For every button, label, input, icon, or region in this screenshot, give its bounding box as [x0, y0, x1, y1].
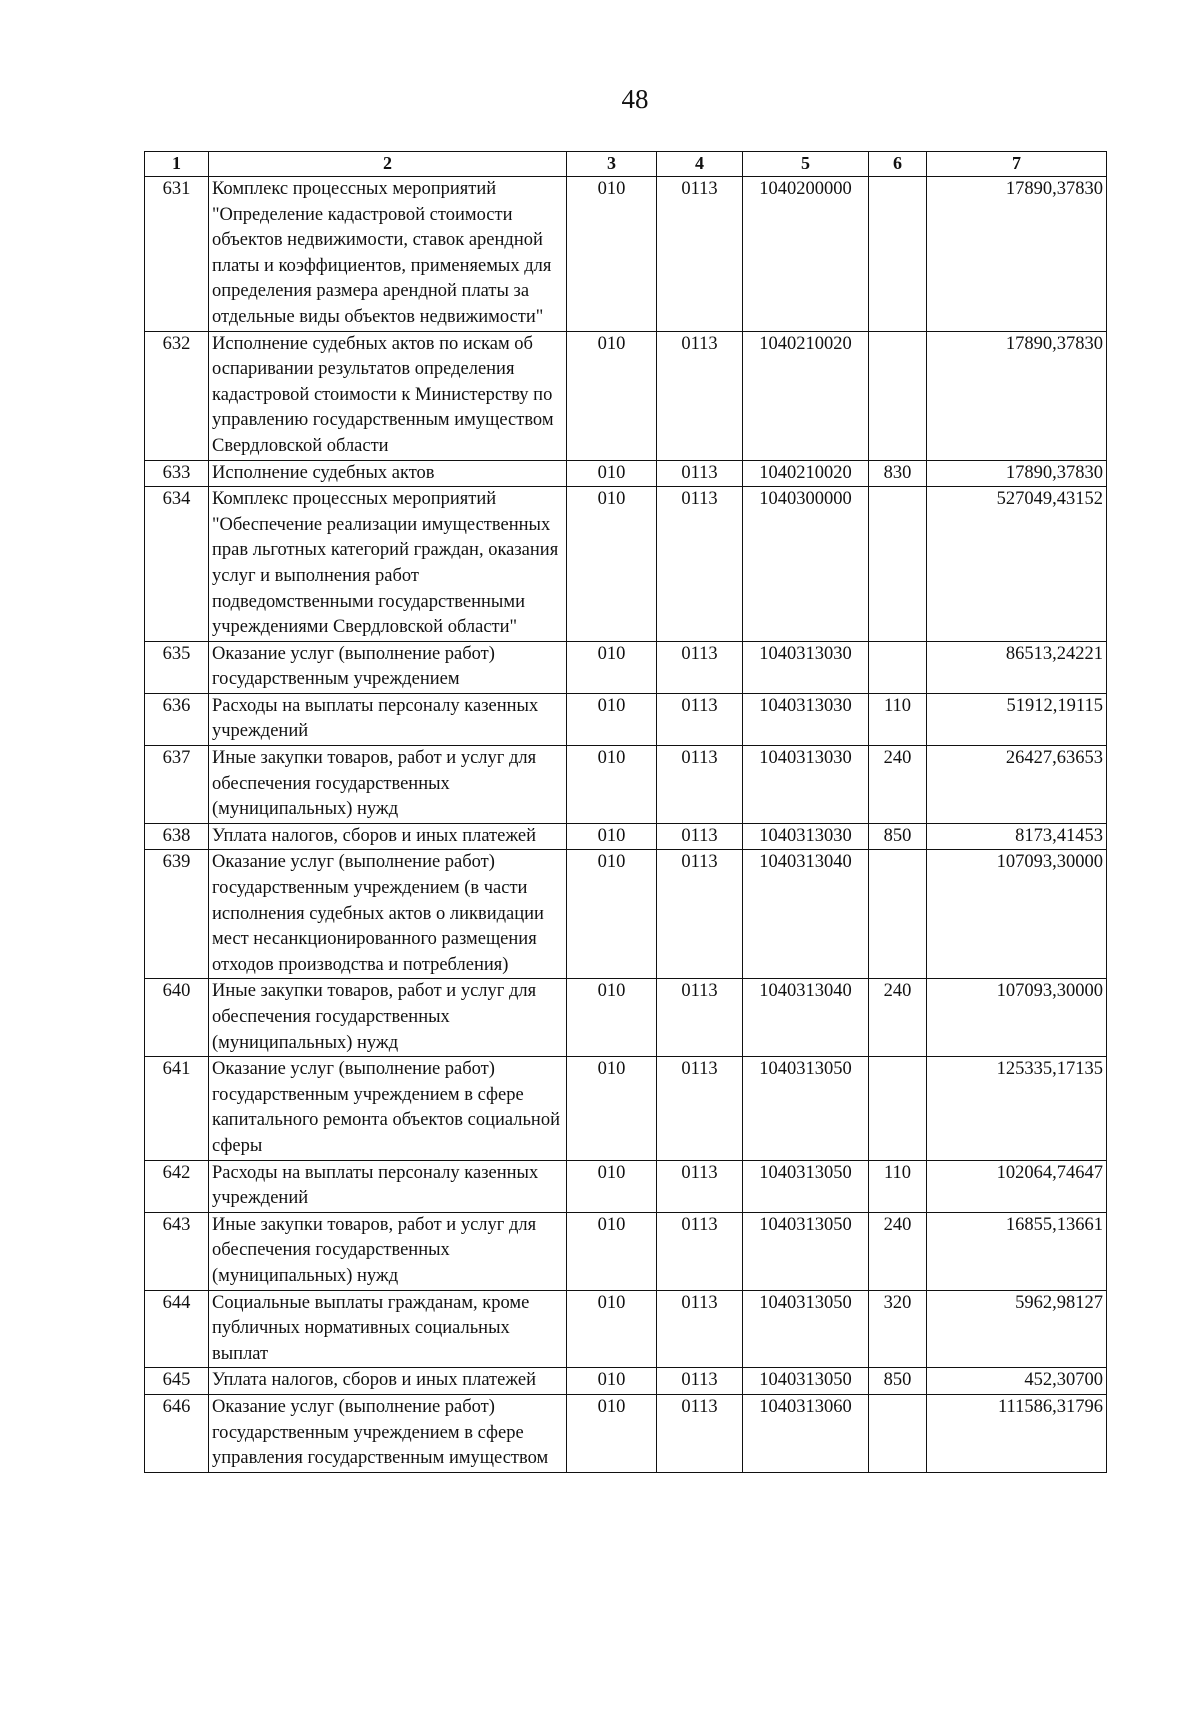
expense-type-code: 240 [869, 1212, 927, 1290]
target-article-code: 1040313030 [743, 823, 869, 850]
table-row [145, 823, 1107, 850]
row-amount: 17890,37830 [927, 177, 1107, 332]
target-article-code: 1040210020 [743, 460, 869, 487]
target-article-code: 1040313030 [743, 746, 869, 824]
table-row [145, 1368, 1107, 1395]
section-code: 0113 [657, 979, 743, 1057]
row-number: 635 [145, 641, 209, 693]
header-row [145, 152, 1107, 177]
section-code: 0113 [657, 177, 743, 332]
ministry-code: 010 [567, 641, 657, 693]
expense-type-code [869, 1057, 927, 1160]
row-number: 632 [145, 331, 209, 460]
expense-type-code [869, 1394, 927, 1472]
target-article-code: 1040313040 [743, 850, 869, 979]
table-body [145, 177, 1107, 1473]
row-description: Исполнение судебных актов [209, 460, 567, 487]
row-amount: 16855,13661 [927, 1212, 1107, 1290]
row-description: Комплекс процессных мероприятий "Определение кадастровой стоимости объектов недвижимости, ставок арендной платы и коэффициентов, применяемых для определения размера арендной платы за отдельные виды объектов недвижимости" [209, 177, 567, 332]
row-amount: 102064,74647 [927, 1160, 1107, 1212]
table-row [145, 460, 1107, 487]
ministry-code: 010 [567, 693, 657, 745]
target-article-code: 1040313050 [743, 1212, 869, 1290]
page-number: 48 [621, 84, 649, 114]
row-amount: 527049,43152 [927, 487, 1107, 642]
ministry-code: 010 [567, 487, 657, 642]
table-row [145, 177, 1107, 332]
table-row [145, 979, 1107, 1057]
ministry-code: 010 [567, 1394, 657, 1472]
table-row [145, 1290, 1107, 1368]
row-description: Оказание услуг (выполнение работ) государственным учреждением [209, 641, 567, 693]
target-article-code: 1040313060 [743, 1394, 869, 1472]
table-row [145, 1057, 1107, 1160]
row-number: 633 [145, 460, 209, 487]
table-row [145, 641, 1107, 693]
section-code: 0113 [657, 1057, 743, 1160]
row-number: 641 [145, 1057, 209, 1160]
table-row [145, 1212, 1107, 1290]
row-description: Оказание услуг (выполнение работ) государственным учреждением в сфере капитального ремонта объектов социальной сферы [209, 1057, 567, 1160]
target-article-code: 1040313040 [743, 979, 869, 1057]
header-col-1: 1 [145, 152, 209, 177]
target-article-code: 1040313030 [743, 641, 869, 693]
target-article-code: 1040313030 [743, 693, 869, 745]
row-number: 640 [145, 979, 209, 1057]
expense-type-code [869, 177, 927, 332]
section-code: 0113 [657, 1368, 743, 1395]
target-article-code: 1040313050 [743, 1160, 869, 1212]
section-code: 0113 [657, 641, 743, 693]
table-row [145, 1160, 1107, 1212]
expense-type-code: 240 [869, 746, 927, 824]
table-row [145, 487, 1107, 642]
row-amount: 86513,24221 [927, 641, 1107, 693]
section-code: 0113 [657, 1160, 743, 1212]
target-article-code: 1040300000 [743, 487, 869, 642]
row-amount: 17890,37830 [927, 460, 1107, 487]
section-code: 0113 [657, 746, 743, 824]
row-description: Оказание услуг (выполнение работ) государственным учреждением (в части исполнения судебных актов о ликвидации мест несанкционированного размещения отходов производства и потребления) [209, 850, 567, 979]
table-row [145, 1394, 1107, 1472]
ministry-code: 010 [567, 460, 657, 487]
row-number: 643 [145, 1212, 209, 1290]
expense-type-code [869, 487, 927, 642]
row-amount: 5962,98127 [927, 1290, 1107, 1368]
expense-type-code: 110 [869, 1160, 927, 1212]
header-col-4: 4 [657, 152, 743, 177]
row-description: Оказание услуг (выполнение работ) государственным учреждением в сфере управления государственным имуществом [209, 1394, 567, 1472]
ministry-code: 010 [567, 1290, 657, 1368]
row-number: 634 [145, 487, 209, 642]
ministry-code: 010 [567, 1057, 657, 1160]
target-article-code: 1040313050 [743, 1368, 869, 1395]
row-amount: 452,30700 [927, 1368, 1107, 1395]
table-header [145, 152, 1107, 177]
section-code: 0113 [657, 331, 743, 460]
section-code: 0113 [657, 693, 743, 745]
expense-type-code: 850 [869, 823, 927, 850]
row-amount: 26427,63653 [927, 746, 1107, 824]
row-number: 644 [145, 1290, 209, 1368]
row-description: Иные закупки товаров, работ и услуг для обеспечения государственных (муниципальных) нужд [209, 746, 567, 824]
ministry-code: 010 [567, 1160, 657, 1212]
row-amount: 107093,30000 [927, 850, 1107, 979]
row-description: Уплата налогов, сборов и иных платежей [209, 823, 567, 850]
section-code: 0113 [657, 850, 743, 979]
row-number: 637 [145, 746, 209, 824]
row-description: Уплата налогов, сборов и иных платежей [209, 1368, 567, 1395]
section-code: 0113 [657, 487, 743, 642]
row-description: Иные закупки товаров, работ и услуг для обеспечения государственных (муниципальных) нужд [209, 979, 567, 1057]
table-row [145, 850, 1107, 979]
row-description: Расходы на выплаты персоналу казенных учреждений [209, 1160, 567, 1212]
row-amount: 8173,41453 [927, 823, 1107, 850]
table-row [145, 746, 1107, 824]
row-description: Расходы на выплаты персоналу казенных учреждений [209, 693, 567, 745]
section-code: 0113 [657, 1394, 743, 1472]
header-col-6: 6 [869, 152, 927, 177]
section-code: 0113 [657, 823, 743, 850]
ministry-code: 010 [567, 746, 657, 824]
row-amount: 17890,37830 [927, 331, 1107, 460]
target-article-code: 1040200000 [743, 177, 869, 332]
ministry-code: 010 [567, 331, 657, 460]
row-description: Комплекс процессных мероприятий "Обеспечение реализации имущественных прав льготных категорий граждан, оказания услуг и выполнения работ подведомственными государственными учреждениями Свердловской области" [209, 487, 567, 642]
expense-type-code: 240 [869, 979, 927, 1057]
row-number: 642 [145, 1160, 209, 1212]
expense-type-code [869, 331, 927, 460]
ministry-code: 010 [567, 850, 657, 979]
expense-type-code: 110 [869, 693, 927, 745]
row-description: Исполнение судебных актов по искам об оспаривании результатов определения кадастровой стоимости к Министерству по управлению государственным имуществом Свердловской области [209, 331, 567, 460]
ministry-code: 010 [567, 979, 657, 1057]
header-col-7: 7 [927, 152, 1107, 177]
header-col-5: 5 [743, 152, 869, 177]
target-article-code: 1040313050 [743, 1290, 869, 1368]
table-row [145, 331, 1107, 460]
row-number: 639 [145, 850, 209, 979]
row-amount: 111586,31796 [927, 1394, 1107, 1472]
row-number: 631 [145, 177, 209, 332]
expense-type-code: 320 [869, 1290, 927, 1368]
row-description: Социальные выплаты гражданам, кроме публичных нормативных социальных выплат [209, 1290, 567, 1368]
row-number: 638 [145, 823, 209, 850]
ministry-code: 010 [567, 177, 657, 332]
expense-type-code: 830 [869, 460, 927, 487]
row-description: Иные закупки товаров, работ и услуг для обеспечения государственных (муниципальных) нужд [209, 1212, 567, 1290]
row-amount: 107093,30000 [927, 979, 1107, 1057]
section-code: 0113 [657, 460, 743, 487]
section-code: 0113 [657, 1290, 743, 1368]
target-article-code: 1040313050 [743, 1057, 869, 1160]
expense-type-code [869, 850, 927, 979]
row-number: 645 [145, 1368, 209, 1395]
section-code: 0113 [657, 1212, 743, 1290]
target-article-code: 1040210020 [743, 331, 869, 460]
ministry-code: 010 [567, 1368, 657, 1395]
ministry-code: 010 [567, 823, 657, 850]
budget-table [144, 151, 1107, 1473]
header-col-2: 2 [209, 152, 567, 177]
row-amount: 125335,17135 [927, 1057, 1107, 1160]
row-amount: 51912,19115 [927, 693, 1107, 745]
expense-type-code [869, 641, 927, 693]
row-number: 636 [145, 693, 209, 745]
header-col-3: 3 [567, 152, 657, 177]
expense-type-code: 850 [869, 1368, 927, 1395]
table-row [145, 693, 1107, 745]
ministry-code: 010 [567, 1212, 657, 1290]
row-number: 646 [145, 1394, 209, 1472]
